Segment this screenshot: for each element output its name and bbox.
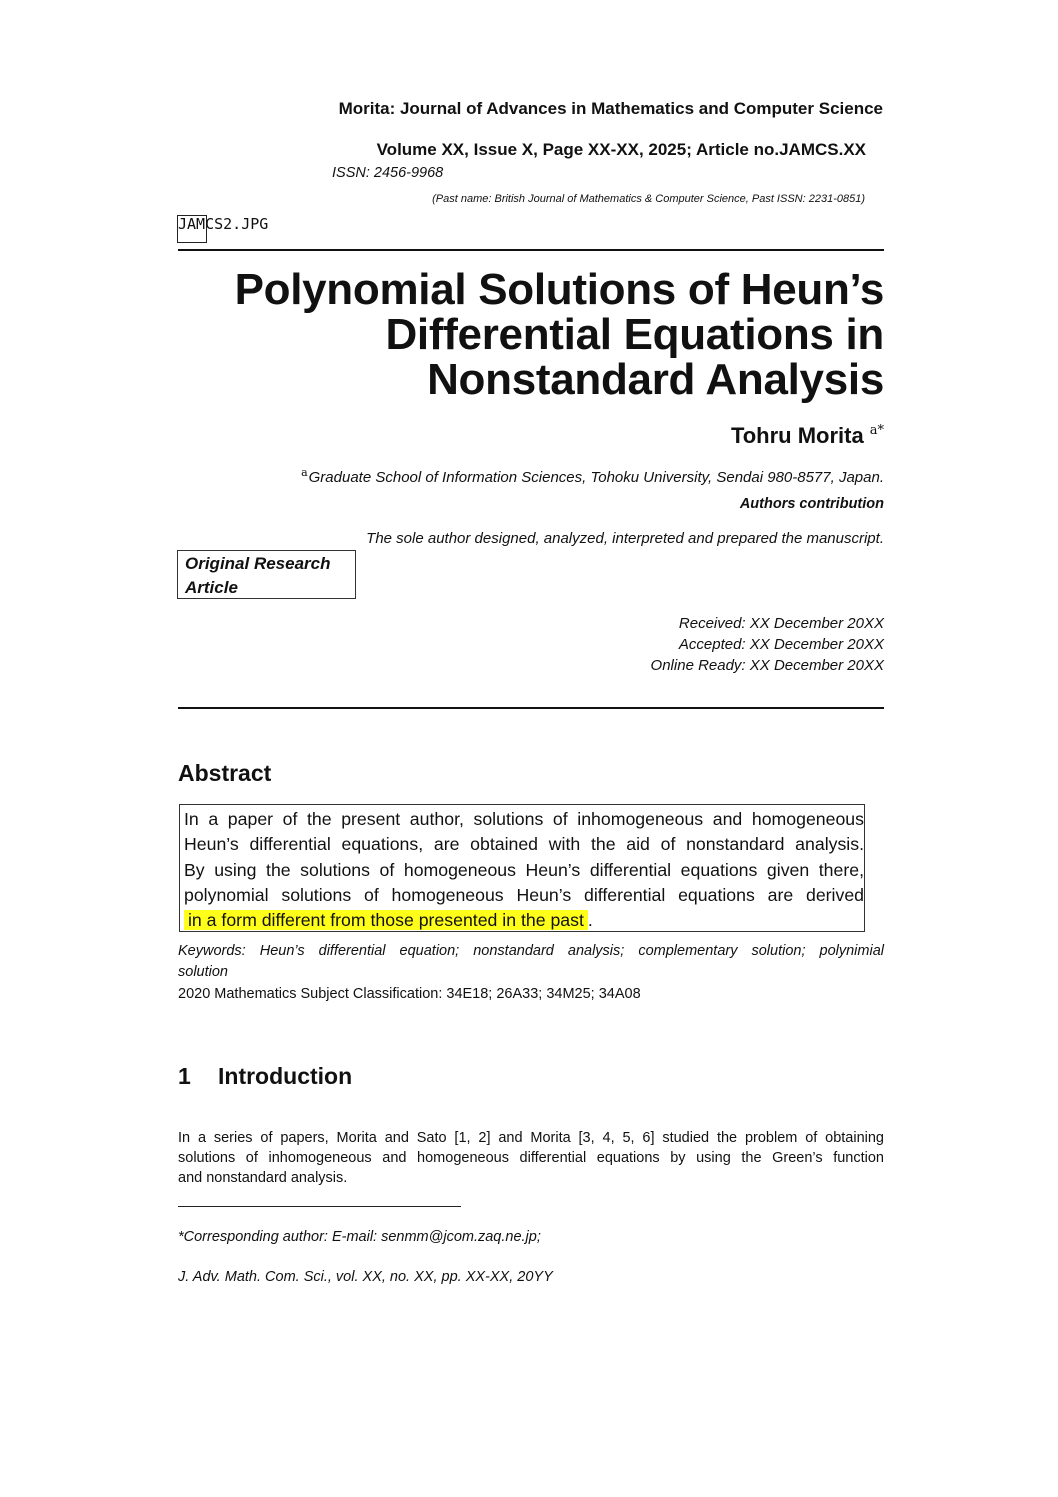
abstract-line: By using the solutions of homogeneous Heun’s differential equations given there, bbox=[184, 859, 864, 880]
section-number: 1 bbox=[178, 1063, 191, 1089]
past-name-note: (Past name: British Journal of Mathematics & Computer Science, Past ISSN: 2231-0851) bbox=[432, 193, 865, 205]
volume-line: Volume XX, Issue X, Page XX-XX, 2025; Article no.JAMCS.XX bbox=[376, 140, 866, 159]
paragraph-line: solutions of inhomogeneous and homogeneous differential equations by using the Green’s function bbox=[178, 1150, 884, 1166]
section-title: Introduction bbox=[218, 1063, 353, 1089]
abstract-line: polynomial solutions of homogeneous Heun’s differential equations are derived bbox=[184, 884, 864, 905]
author-name: Tohru Morita bbox=[730, 423, 864, 448]
article-type-line: Article bbox=[185, 578, 238, 597]
journal-title: Morita: Journal of Advances in Mathematics and Computer Science bbox=[338, 99, 883, 118]
paragraph-line: In a series of papers, Morita and Sato [1, 2] and Morita [3, 4, 5, 6] studied the problem of obtaining bbox=[178, 1130, 884, 1146]
introduction-paragraph bbox=[178, 1128, 884, 1188]
author-line bbox=[178, 423, 884, 449]
article-type-box bbox=[177, 550, 356, 599]
article-type-line: Original Research bbox=[185, 554, 331, 573]
title-line: Polynomial Solutions of Heun’s bbox=[234, 265, 884, 314]
received-date: Received: XX December 20XX bbox=[678, 615, 884, 632]
abstract-last-line bbox=[184, 908, 864, 933]
affiliation-superscript: a bbox=[301, 466, 308, 479]
header-rule bbox=[178, 249, 884, 251]
paper-title bbox=[178, 267, 884, 402]
logo-filename: JAMCS2.JPG bbox=[178, 215, 269, 233]
section-rule bbox=[178, 707, 884, 709]
affiliation-text: Graduate School of Information Sciences, Tohoku University, Sendai 980-8577, Japan. bbox=[308, 469, 884, 486]
paragraph-line: and nonstandard analysis. bbox=[178, 1170, 348, 1186]
journal-logo-placeholder bbox=[178, 215, 268, 233]
publication-dates bbox=[178, 613, 884, 676]
abstract-line: In a paper of the present author, solutions of inhomogeneous and homogeneous bbox=[184, 809, 864, 829]
online-date: Online Ready: XX December 20XX bbox=[650, 657, 884, 674]
keywords-line: solution bbox=[178, 964, 228, 980]
author-superscript: a* bbox=[869, 423, 884, 438]
title-line: Differential Equations in bbox=[385, 310, 884, 359]
abstract-heading: Abstract bbox=[178, 760, 272, 786]
section-heading-introduction bbox=[178, 1063, 352, 1090]
affiliation bbox=[178, 466, 884, 486]
footnote-rule bbox=[178, 1206, 461, 1207]
abstract-box bbox=[179, 804, 865, 932]
abstract-line: Heun’s differential equations, are obtained with the aid of nonstandard analysis. bbox=[184, 834, 864, 855]
accepted-date: Accepted: XX December 20XX bbox=[678, 636, 884, 653]
corresponding-author-footnote: *Corresponding author: E-mail: senmm@jcom.zaq.ne.jp; bbox=[178, 1229, 541, 1245]
subject-classification: 2020 Mathematics Subject Classification: 34E18; 26A33; 34M25; 34A08 bbox=[178, 986, 641, 1002]
contribution-heading: Authors contribution bbox=[739, 496, 884, 512]
keywords bbox=[178, 941, 884, 983]
abstract-end: . bbox=[587, 910, 593, 931]
keywords-line: Keywords: Heun’s differential equation; nonstandard analysis; complementary solution; polynimial bbox=[178, 943, 884, 959]
title-line: Nonstandard Analysis bbox=[427, 355, 884, 404]
issn: ISSN: 2456-9968 bbox=[332, 165, 444, 181]
abstract-highlight: in a form different from those presented in the past bbox=[184, 910, 588, 930]
contribution-text: The sole author designed, analyzed, interpreted and prepared the manuscript. bbox=[366, 530, 884, 547]
citation-footer: J. Adv. Math. Com. Sci., vol. XX, no. XX, pp. XX-XX, 20YY bbox=[178, 1269, 553, 1285]
